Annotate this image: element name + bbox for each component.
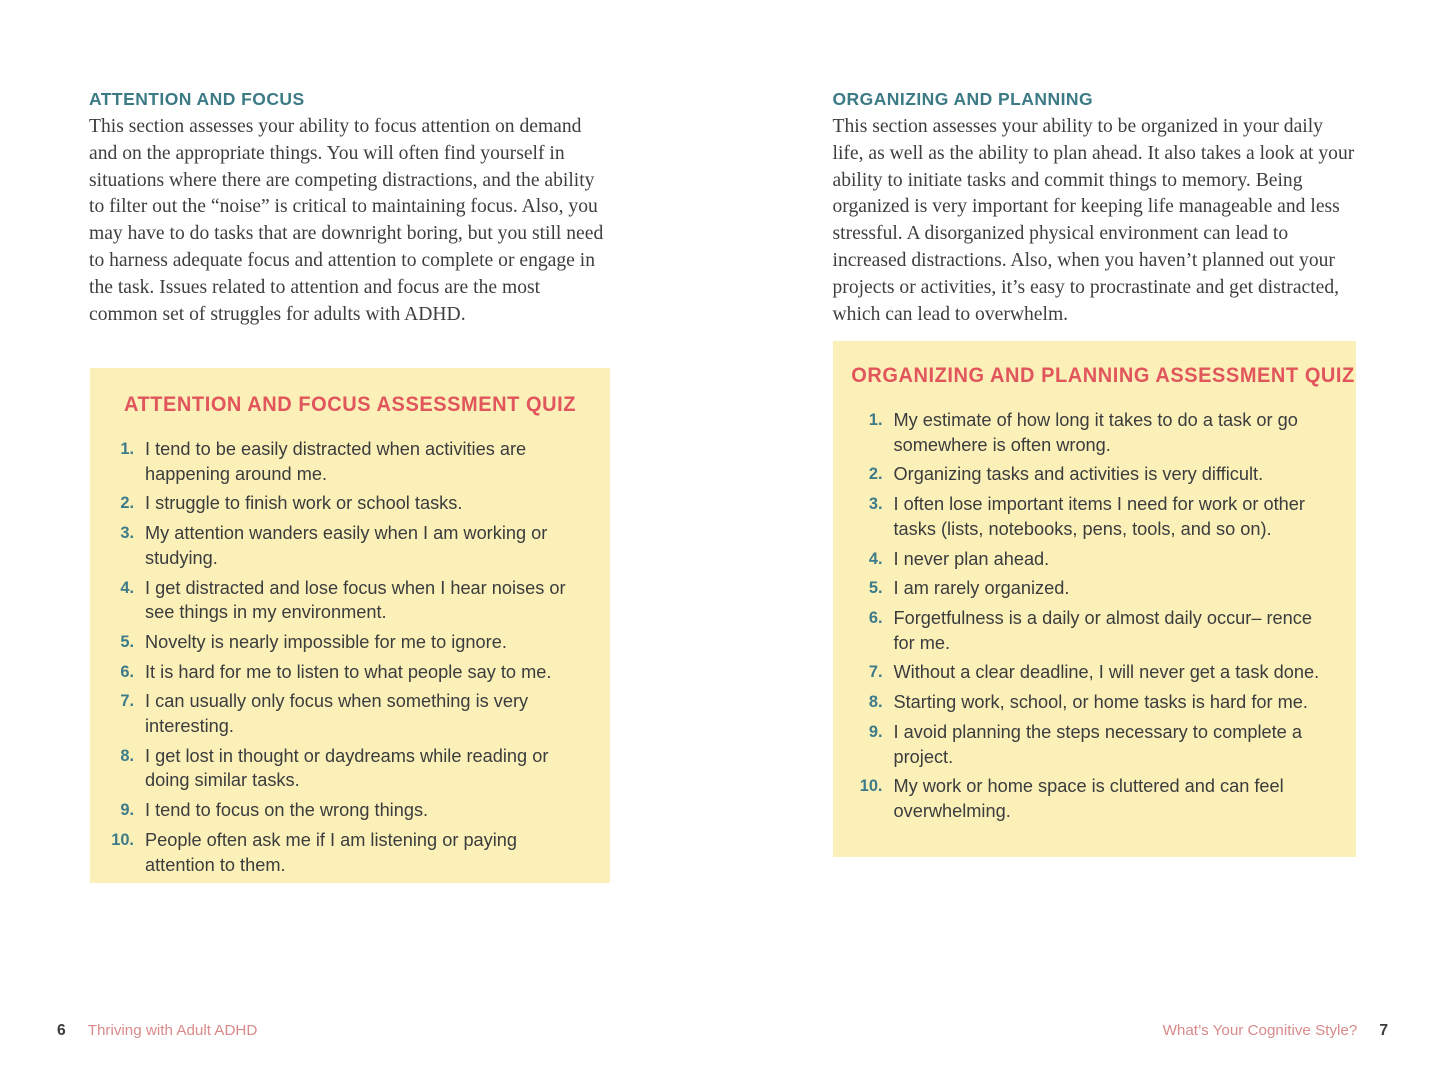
quiz-item-text: Starting work, school, or home tasks is hard for me.: [893, 692, 1308, 713]
quiz-item-text: I never plan ahead.: [893, 548, 1050, 569]
quiz-list-item[interactable]: [106, 828, 576, 877]
quiz-list-organizing-and-planning: [833, 408, 1356, 824]
quiz-item-number: 7.: [120, 692, 134, 711]
quiz-item-number: 3.: [868, 495, 883, 514]
quiz-item-number: 8.: [120, 746, 134, 765]
quiz-list-item[interactable]: [106, 576, 576, 625]
quiz-item-number: 8.: [868, 693, 883, 712]
quiz-list-item[interactable]: [106, 689, 576, 738]
quiz-item-text: People often ask me if I am listening or paying attention to them.: [145, 830, 518, 875]
quiz-item-text: I am rarely organized.: [893, 578, 1070, 599]
quiz-list-item[interactable]: [106, 630, 576, 655]
quiz-item-number: 5.: [868, 579, 883, 598]
attention-and-focus-quiz-box: [90, 368, 610, 883]
quiz-title-organizing-and-planning: ORGANIZING AND PLANNING ASSESSMENT QUIZ: [850, 363, 1355, 387]
section-heading-attention-and-focus: ATTENTION AND FOCUS: [89, 89, 305, 109]
quiz-list-item[interactable]: [857, 547, 1334, 572]
section-intro-paragraph: This section assesses your ability to focus attention on demand and on the appropriate things. You will often find yourself in situations where there are competing distractions, and the ability to filter out the “noise” is critical to maintaining focus. Also, you may have to do tasks that are downright boring, but you still need to harness adequate focus and attention to complete or engage in the task. Issues related to attention and focus are the most common set of struggles for adults with ADHD.: [89, 116, 604, 325]
quiz-item-number: 10.: [111, 831, 134, 849]
page-number: 6: [57, 1022, 66, 1039]
quiz-item-number: 1.: [120, 440, 134, 458]
quiz-item-number: 2.: [868, 465, 883, 484]
quiz-item-number: 10.: [859, 777, 883, 796]
quiz-item-number: 4.: [120, 578, 134, 597]
quiz-item-text: I get distracted and lose focus when I hear noises or see things in my environment.: [145, 577, 566, 623]
quiz-item-text: Novelty is nearly impossible for me to ignore.: [145, 631, 507, 652]
quiz-list-item[interactable]: [857, 492, 1334, 541]
quiz-item-text: Forgetfulness is a daily or almost daily occur– rence for me.: [893, 608, 1312, 653]
quiz-item-text: I often lose important items I need for work or other tasks (lists, notebooks, pens, tools, and so on).: [893, 494, 1305, 539]
quiz-item-number: 2.: [120, 494, 134, 513]
quiz-item-number: 4.: [868, 549, 883, 568]
quiz-list-item[interactable]: [857, 690, 1334, 715]
quiz-item-text: I tend to focus on the wrong things.: [145, 800, 429, 821]
page-number: 7: [1379, 1022, 1388, 1039]
footer-book-title: Thriving with Adult ADHD: [87, 1022, 258, 1039]
right-page: [723, 0, 1445, 1084]
quiz-list-item[interactable]: [106, 660, 576, 685]
quiz-list-item[interactable]: [857, 774, 1334, 823]
quiz-item-number: 9.: [868, 723, 883, 742]
footer-right: [1163, 1022, 1388, 1040]
footer-left: [57, 1022, 257, 1040]
quiz-item-number: 3.: [120, 524, 134, 543]
quiz-list-item[interactable]: [857, 576, 1334, 601]
quiz-item-number: 9.: [120, 801, 134, 820]
quiz-list-item[interactable]: [106, 437, 576, 486]
section-intro-paragraph: This section assesses your ability to be organized in your daily life, as well as the ability to plan ahead. It also takes a look at your ability to initiate tasks and commit things to memory. Being organized is very important for keeping life manageable and less stressful. A disorganized physical environment can lead to increased distractions. Also, when you haven’t planned out your projects or activities, it’s easy to procrastinate and get distracted, which can lead to overwhelm.: [832, 116, 1355, 325]
quiz-item-number: 6.: [868, 609, 883, 628]
quiz-item-text: I can usually only focus when something is very interesting.: [145, 691, 529, 737]
quiz-list-item[interactable]: [857, 462, 1334, 487]
footer-chapter-title: What’s Your Cognitive Style?: [1162, 1022, 1358, 1039]
quiz-item-number: 1.: [868, 411, 883, 429]
quiz-item-text: It is hard for me to listen to what people say to me.: [145, 661, 552, 682]
section-heading-organizing-and-planning: ORGANIZING AND PLANNING: [832, 89, 1094, 109]
quiz-list-attention-and-focus: [90, 437, 610, 877]
quiz-item-number: 7.: [868, 663, 883, 682]
quiz-list-item[interactable]: [857, 720, 1334, 769]
quiz-item-text: I struggle to finish work or school tasks.: [145, 493, 463, 514]
organizing-and-planning-quiz-box: [833, 341, 1356, 857]
quiz-list-item[interactable]: [106, 491, 576, 516]
quiz-list-item[interactable]: [106, 744, 576, 793]
quiz-item-number: 6.: [120, 662, 134, 681]
quiz-list-item[interactable]: [857, 660, 1334, 685]
quiz-list-item[interactable]: [106, 798, 576, 823]
quiz-list-item[interactable]: [857, 408, 1334, 457]
quiz-item-text: I avoid planning the steps necessary to complete a project.: [893, 722, 1302, 767]
quiz-item-number: 5.: [120, 632, 134, 651]
quiz-item-text: I tend to be easily distracted when activities are happening around me.: [145, 439, 527, 484]
quiz-item-text: Without a clear deadline, I will never get a task done.: [893, 662, 1320, 683]
quiz-item-text: My estimate of how long it takes to do a task or go somewhere is often wrong.: [893, 410, 1298, 455]
quiz-item-text: Organizing tasks and activities is very difficult.: [893, 464, 1264, 485]
quiz-title-attention-and-focus: ATTENTION AND FOCUS ASSESSMENT QUIZ: [123, 392, 577, 416]
quiz-list-item[interactable]: [857, 606, 1334, 655]
quiz-item-text: My attention wanders easily when I am working or studying.: [145, 523, 548, 568]
quiz-item-text: My work or home space is cluttered and can feel overwhelming.: [893, 776, 1284, 821]
quiz-list-item[interactable]: [106, 521, 576, 570]
quiz-item-text: I get lost in thought or daydreams while reading or doing similar tasks.: [145, 745, 549, 791]
